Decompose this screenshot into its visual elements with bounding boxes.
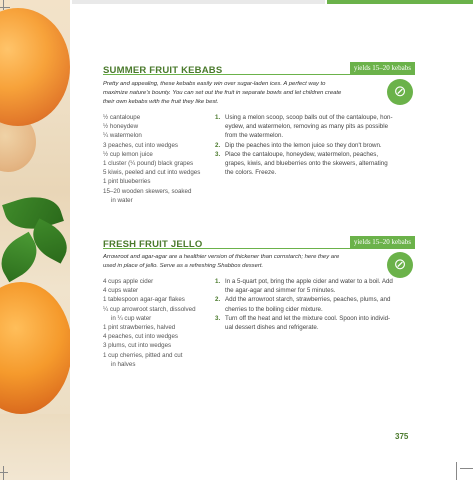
step-line: eydew, and watermelon, removing as many pits as possible (225, 123, 389, 131)
ingredient-item: 3 peaches, cut into wedges (103, 141, 178, 149)
ingredient-list (103, 277, 221, 369)
ingredient-item: in halves (111, 360, 136, 368)
step-line: the colors. Freeze. (225, 169, 277, 177)
ingredient-item: 4 peaches, cut into wedges (103, 333, 178, 341)
apricot-image (0, 282, 70, 414)
crop-mark (460, 468, 473, 469)
crop-mark (3, 466, 4, 480)
step-number: 1. (215, 278, 221, 285)
ingredient-item: 1 cup cherries, pitted and cut (103, 351, 183, 359)
step-line: Place the cantaloupe, honeydew, watermelon, peaches, (225, 150, 379, 158)
step-number: 3. (215, 314, 221, 322)
step-number: 2. (215, 141, 221, 149)
recipe-intro (103, 253, 379, 271)
ingredient-item: 1 cluster (¼ pound) black grapes (103, 160, 194, 168)
recipe-title: SUMMER FRUIT KEBABS (103, 65, 223, 76)
recipe-intro (103, 80, 379, 107)
crop-mark (3, 0, 4, 10)
crop-mark (456, 462, 457, 480)
yields-badge: yields 15–20 kebabs (350, 62, 415, 74)
crop-mark (0, 7, 10, 8)
step-item (215, 295, 415, 313)
step-line: Turn off the heat and let the mixture cool. Spoon into individ- (225, 314, 391, 322)
ingredient-item: 4 cups apple cider (103, 278, 154, 285)
yields-badge: yields 15–20 kebabs (350, 236, 415, 248)
ingredient-item: ½ cantaloupe (103, 114, 141, 121)
intro-line: their own kebabs with the fruit they like best. (103, 99, 219, 106)
ingredient-item: 1 tablespoon agar-agar flakes (103, 296, 185, 304)
apricot-image (0, 8, 70, 126)
step-line: ual dessert dishes and refrigerate. (225, 324, 319, 332)
photo-background (0, 414, 70, 480)
step-number: 3. (215, 150, 221, 158)
ingredient-item: 1 pint blueberries (103, 178, 151, 186)
ingredient-item: ¼ cup arrowroot starch, dissolved (103, 305, 196, 313)
ingredient-item: 4 cups water (103, 287, 139, 295)
ingredient-item: in ¼ cup water (111, 314, 152, 322)
crop-mark (0, 472, 8, 473)
step-line: Add the arrowroot starch, strawberries, peaches, plums, and (225, 296, 391, 304)
step-item (215, 141, 415, 150)
step-line: Using a melon scoop, scoop balls out of the cantaloupe, hon- (225, 114, 393, 121)
ingredient-item: 15–20 wooden skewers, soaked (103, 187, 192, 195)
intro-line: used in place of jello. Serve as a refreshing Shabbos dessert. (103, 263, 264, 270)
ingredient-list (103, 113, 221, 205)
step-number: 1. (215, 114, 221, 121)
step-line: In a 5-quart pot, bring the apple cider and water to a boil. Add (225, 278, 393, 285)
step-item (215, 150, 415, 178)
step-number: 2. (215, 296, 221, 304)
ingredient-item: 5 kiwis, peeled and cut into wedges (103, 169, 201, 177)
step-line: the agar-agar and simmer for 5 minutes. (225, 287, 336, 295)
intro-line: Arrowroot and agar-agar are a healthier version of thickener than cornstarch; here they are (103, 254, 340, 260)
intro-line: maximize nature's bounty. You can set out the fruit in separate bowls and let children create (103, 90, 342, 97)
step-line: from the watermelon. (225, 132, 284, 140)
step-line: cherries to the boiling cider mixture. (225, 305, 323, 313)
step-item (215, 314, 415, 332)
wheat-free-icon: ⊘ (387, 79, 413, 105)
top-accent-bar (327, 0, 473, 4)
ingredient-item: ½ cup lemon juice (103, 150, 153, 158)
step-line: Dip the peaches into the lemon juice so they don't brown. (225, 141, 382, 149)
wheat-free-icon: ⊘ (387, 252, 413, 278)
ingredient-item: ½ honeydew (103, 123, 139, 131)
step-list (215, 113, 415, 177)
step-item (215, 113, 415, 141)
top-bar (72, 0, 325, 4)
ingredient-item: ¼ watermelon (103, 132, 142, 140)
ingredient-item: in water (111, 196, 133, 204)
ingredient-item: 3 plums, cut into wedges (103, 342, 172, 350)
fruit-photo (0, 0, 70, 480)
ingredient-item: 1 pint strawberries, halved (103, 324, 176, 332)
page-number: 375 (395, 432, 409, 441)
step-list (215, 277, 415, 332)
recipe-title: FRESH FRUIT JELLO (103, 239, 203, 250)
intro-line: Pretty and appealing, these kebabs easily win over sugar-laden ices. A perfect way to (103, 81, 326, 87)
step-item (215, 277, 415, 295)
step-line: grapes, kiwis, and blueberries onto the skewers, alternating (225, 160, 388, 168)
